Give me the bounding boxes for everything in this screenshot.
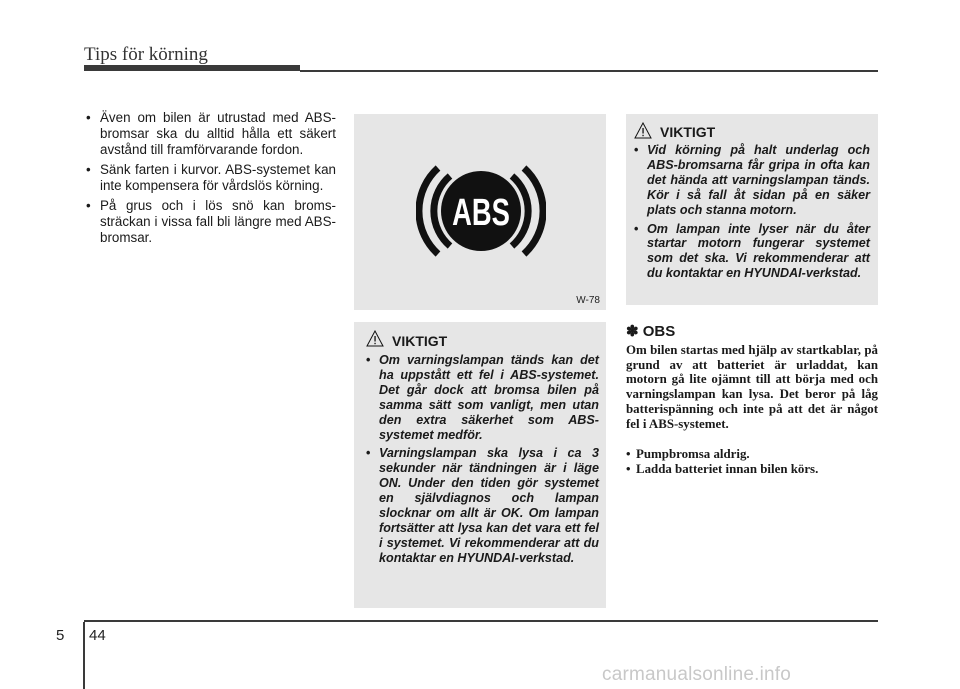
warning-box-left [354,322,606,608]
warning-item: • Om varningslampan tänds kan det ha uppstått ett fel i ABS-systemet. Det går dock att bromsa bilen på samma sätt som vanligt, men utan den extra säkerhet som ABS-systemet medför. [366,353,599,442]
obs-body: Om bilen startas med hjälp av startkablar, på grund av att batteriet är urladdat, kan motorn gå lite ojämnt till att börja med och varningslampan kan lysa. Det beror på låg batterispänning och inte på att det är något fel i ABS-systemet. [626,343,878,431]
warning-item: • Vid körning på halt underlag och ABS-bromsarna får gripa in ofta kan det hända att varningslampan tänds. Kör i så fall åt sidan på en säker plats och stanna motorn. [634,143,870,218]
footer-vertical-rule [83,622,85,689]
warning-title: VIKTIGT [660,124,716,140]
warning-list [634,143,870,285]
bullet-item: • Sänk farten i kurvor. ABS-systemet kan inte kompensera för vårdslös körning. [84,162,336,194]
header-rule-thin [300,70,878,72]
warning-item: • Varningslampan ska lysa i ca 3 sekunder när tändningen är i läge ON. Under den tiden gör systemet en självdiagnos och lampan slocknar om allt är OK. Om lampan fortsätter att lysa kan det vara ett fel i systemet. Vi rekommenderar att du kontaktar en HYUNDAI-verkstad. [366,446,599,565]
obs-list [626,447,878,476]
warning-item: • Om lampan inte lyser när du åter startar motorn fungerar systemet som det ska. Vi rekommenderar att du kontaktar en HYUNDAI-verkstad. [634,222,870,282]
abs-warning-light-icon [416,156,546,266]
footer-rule [84,620,878,622]
watermark: carmanualsonline.info [602,664,792,685]
bullet-item: • Även om bilen är utrustad med ABS-bromsar ska du alltid hålla ett säkert avstånd till framförvarande fordon. [84,110,336,158]
obs-symbol-icon: ✽ [626,323,639,340]
header-rule-thick [84,65,300,71]
warning-triangle-icon [366,330,384,347]
abs-illustration-panel [354,114,606,310]
warning-triangle-icon [634,122,652,139]
warning-box-right [626,114,878,305]
obs-item: • Ladda batteriet innan bilen körs. [626,462,878,477]
abs-logo-text: ABS [452,191,510,235]
main-bullet-list [84,110,336,250]
section-title: Tips för körning [84,44,208,65]
bullet-item: • På grus och i lös snö kan broms-sträckan i vissa fall bli längre med ABS-bromsar. [84,198,336,246]
warning-title: VIKTIGT [392,333,448,349]
obs-title: OBS [642,323,676,340]
warning-list [366,353,599,570]
obs-item: • Pumpbromsa aldrig. [626,447,878,462]
page-number: 44 [89,627,106,644]
chapter-number: 5 [56,627,65,644]
figure-code: W-78 [576,295,600,306]
obs-heading [626,322,675,340]
